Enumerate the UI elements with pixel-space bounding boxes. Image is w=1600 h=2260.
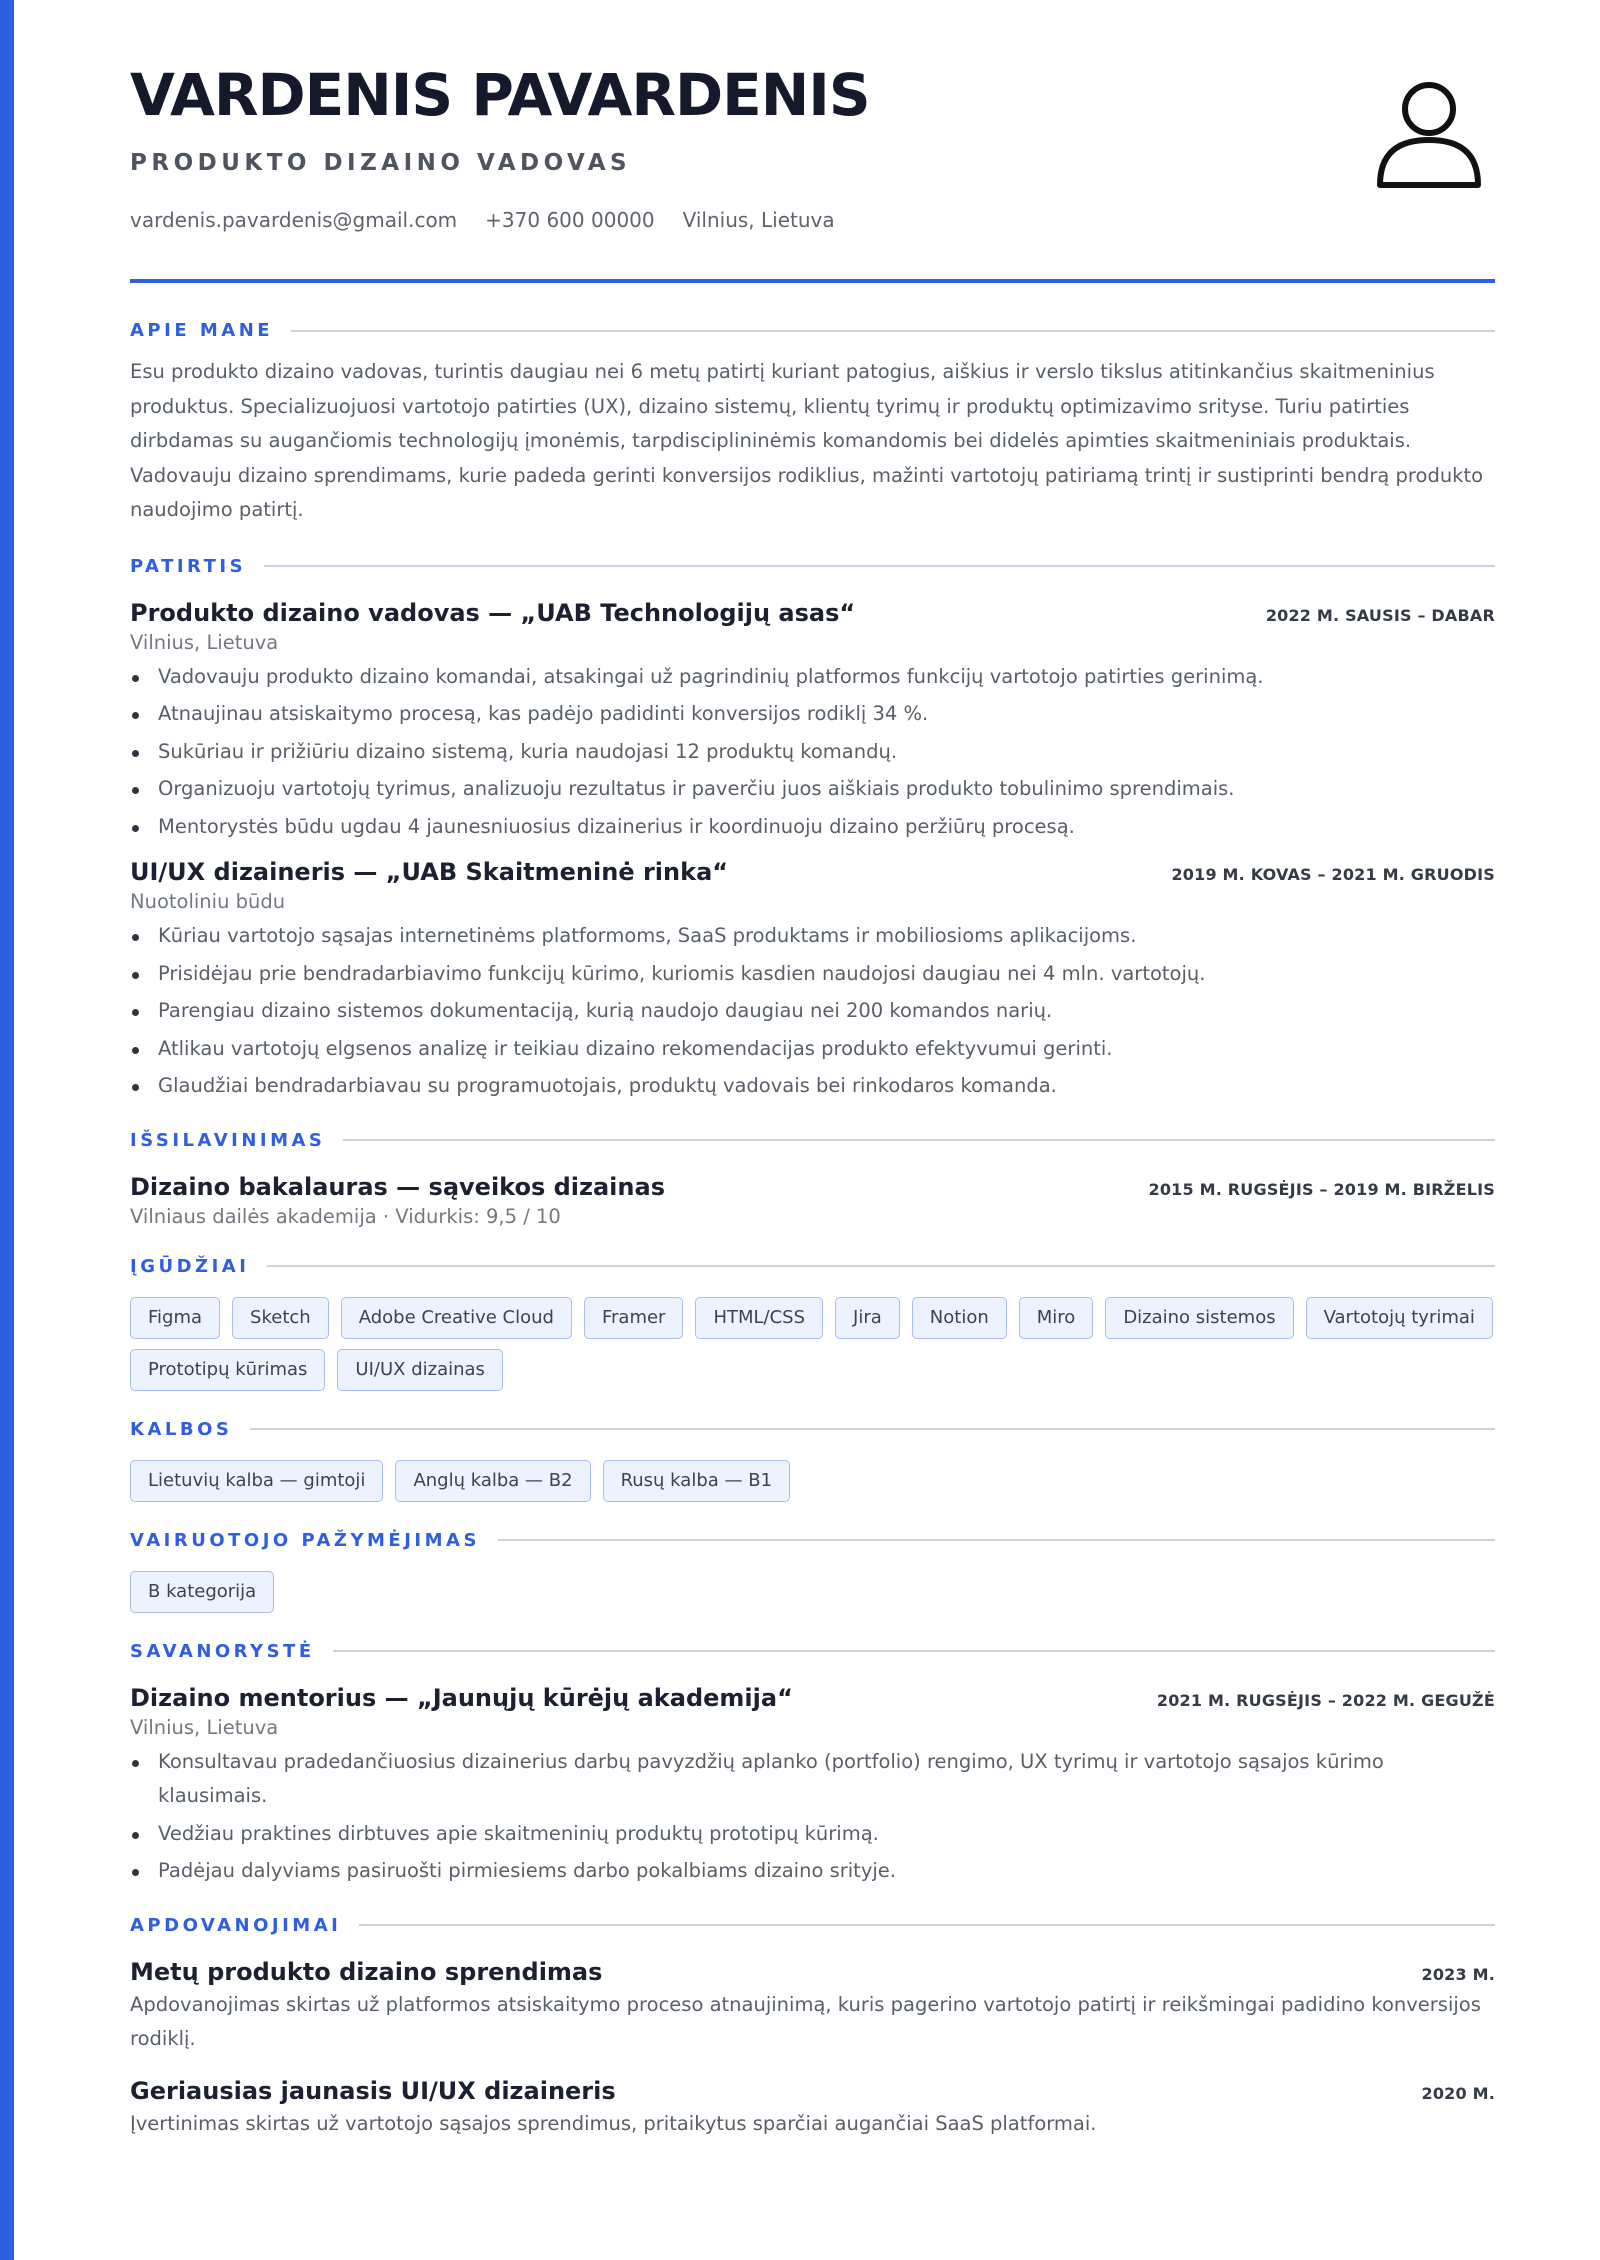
job-date: 2019 M. KOVAS – 2021 M. GRUODIS xyxy=(1171,865,1495,884)
section-header xyxy=(130,1256,1495,1277)
list-item: Vedžiau praktines dirbtuves apie skaitmeninių produktų prototipų kūrimą. xyxy=(130,1817,1495,1852)
volunteering-header xyxy=(130,1684,1495,1712)
job-entry xyxy=(130,599,1495,845)
language-tag: Lietuvių kalba — gimtoji xyxy=(130,1460,383,1502)
award-description: Apdovanojimas skirtas už platformos atsiskaitymo proceso atnaujinimą, kuris pagerino vartotojo patirtį ir reikšmingai padidino konversijos rodiklį. xyxy=(130,1992,1481,2050)
volunteering-location: Vilnius, Lietuva xyxy=(130,1715,279,1739)
job-header xyxy=(130,599,1495,627)
volunteering-role: Dizaino mentorius — „Jaunųjų kūrėjų akademija“ xyxy=(130,1683,793,1712)
section-about xyxy=(130,320,1495,528)
award-title: Geriausias jaunasis UI/UX dizaineris xyxy=(130,2076,616,2105)
job-header xyxy=(130,858,1495,886)
skill-tag: Dizaino sistemos xyxy=(1105,1297,1293,1339)
list-item: Vadovauju produkto dizaino komandai, atsakingai už pagrindinių platformos funkcijų vartotojo patirties gerinimą. xyxy=(130,660,1495,695)
list-item: Parengiau dizaino sistemos dokumentaciją, kurią naudojo daugiau nei 200 komandos narių. xyxy=(130,994,1495,1029)
job-location: Vilnius, Lietuva xyxy=(130,630,279,654)
person-role: PRODUKTO DIZAINO VADOVAS xyxy=(130,150,632,176)
skill-tag: Figma xyxy=(130,1297,220,1339)
section-divider xyxy=(359,1924,1495,1926)
language-tag: Anglų kalba — B2 xyxy=(395,1460,590,1502)
job-entry xyxy=(130,858,1495,1104)
section-header xyxy=(130,320,1495,341)
contact-location: Vilnius, Lietuva xyxy=(682,208,835,232)
section-title: SAVANORYSTĖ xyxy=(130,1640,315,1662)
license-tags xyxy=(130,1571,1495,1613)
list-item: Atlikau vartotojų elgsenos analizę ir teikiau dizaino rekomendacijas produkto efektyvumui gerinti. xyxy=(130,1032,1495,1067)
section-divider xyxy=(264,565,1495,567)
list-item: Kūriau vartotojo sąsajas internetinėms platformoms, SaaS produktams ir mobiliosioms aplikacijoms. xyxy=(130,919,1495,954)
section-header xyxy=(130,1419,1495,1440)
section-header xyxy=(130,556,1495,577)
contact-email[interactable]: vardenis.pavardenis@gmail.com xyxy=(130,208,458,232)
award-title: Metų produkto dizaino sprendimas xyxy=(130,1957,603,1986)
section-experience xyxy=(130,556,1495,1104)
award-entry xyxy=(130,2077,1495,2142)
award-header xyxy=(130,2077,1495,2105)
section-title: APIE MANE xyxy=(130,320,274,341)
list-item: Glaudžiai bendradarbiavau su programuotojais, produktų vadovais bei rinkodaros komanda. xyxy=(130,1069,1495,1104)
section-volunteering xyxy=(130,1641,1495,1889)
skill-tag: Jira xyxy=(835,1297,900,1339)
job-title: Produkto dizaino vadovas — „UAB Technologijų asas“ xyxy=(130,598,856,627)
section-driving-license xyxy=(130,1530,1495,1613)
education-date: 2015 M. RUGSĖJIS – 2019 M. BIRŽELIS xyxy=(1148,1179,1495,1199)
volunteering-bullets xyxy=(130,1745,1495,1889)
award-date: 2020 M. xyxy=(1421,2083,1495,2103)
header-divider xyxy=(130,279,1495,283)
job-bullets xyxy=(130,919,1495,1104)
skill-tag: HTML/CSS xyxy=(695,1297,823,1339)
section-header xyxy=(130,1130,1495,1151)
degree-title: Dizaino bakalauras — sąveikos dizainas xyxy=(130,1172,665,1201)
education-entry xyxy=(130,1173,1495,1228)
user-icon xyxy=(1375,78,1483,190)
about-text: Esu produkto dizaino vadovas, turintis daugiau nei 6 metų patirtį kuriant patogius, aiškius ir verslo tikslus atitinkančius skaitmeninius produktus. Specializuojuosi vartotojo patirties (UX), dizaino sistemų, klientų tyrimų ir produktų optimizavimo srityse. Turiu patirties dirbdamas su augančiomis technologijų įmonėmis, tarpdisciplininėmis komandomis bei didelės apimties skaitmeniniais produktais. Vadovauju dizaino sprendimams, kurie padeda gerinti konversijos rodiklius, mažinti vartotojų patiriamą trintį ir sustiprinti bendrą produkto naudojimo patirtį. xyxy=(130,360,1484,521)
award-header xyxy=(130,1958,1495,1986)
section-title: ĮGŪDŽIAI xyxy=(130,1255,250,1277)
section-education xyxy=(130,1130,1495,1228)
list-item: Mentorystės būdu ugdau 4 jaunesniuosius dizainerius ir koordinuoju dizaino peržiūrų procesą. xyxy=(130,810,1495,845)
skill-tag: Vartotojų tyrimai xyxy=(1306,1297,1493,1339)
section-divider xyxy=(250,1428,1495,1430)
contact-phone[interactable]: +370 600 00000 xyxy=(485,208,655,232)
section-divider xyxy=(291,330,1495,332)
section-divider xyxy=(333,1650,1495,1652)
resume-header xyxy=(130,0,1495,284)
list-item: Organizuoju vartotojų tyrimus, analizuoju rezultatus ir paverčiu juos aiškiais produkto tobulinimo sprendimais. xyxy=(130,772,1495,807)
section-title: APDOVANOJIMAI xyxy=(130,1914,342,1936)
skill-tags xyxy=(130,1297,1495,1391)
person-name: VARDENIS PAVARDENIS xyxy=(130,61,870,129)
skill-tag: Miro xyxy=(1019,1297,1094,1339)
skill-tag: Sketch xyxy=(232,1297,329,1339)
list-item: Sukūriau ir prižiūriu dizaino sistemą, kuria naudojasi 12 produktų komandų. xyxy=(130,735,1495,770)
section-divider xyxy=(498,1539,1495,1541)
section-languages xyxy=(130,1419,1495,1502)
section-skills xyxy=(130,1256,1495,1391)
skill-tag: Framer xyxy=(584,1297,683,1339)
section-title: PATIRTIS xyxy=(130,555,247,577)
award-date: 2023 M. xyxy=(1421,1964,1495,1984)
education-header xyxy=(130,1173,1495,1201)
list-item: Konsultavau pradedančiuosius dizainerius darbų pavyzdžių aplanko (portfolio) rengimo, UX tyrimų ir vartotojo sąsajos kūrimo klausimais. xyxy=(130,1745,1495,1814)
award-description: Įvertinimas skirtas už vartotojo sąsajos sprendimus, pritaikytus sparčiai augančiai SaaS platformai. xyxy=(130,2111,1097,2135)
school-info: Vilniaus dailės akademija · Vidurkis: 9,5 / 10 xyxy=(130,1204,561,1228)
skill-tag: Notion xyxy=(912,1297,1007,1339)
section-title: KALBOS xyxy=(130,1418,233,1440)
resume-page xyxy=(130,0,1495,2141)
language-tag: Rusų kalba — B1 xyxy=(603,1460,790,1502)
section-header xyxy=(130,1530,1495,1551)
section-awards xyxy=(130,1915,1495,2142)
job-bullets xyxy=(130,660,1495,845)
list-item: Atnaujinau atsiskaitymo procesą, kas padėjo padidinti konversijos rodiklį 34 %. xyxy=(130,697,1495,732)
job-location: Nuotoliniu būdu xyxy=(130,890,286,913)
job-date: 2022 M. SAUSIS – DABAR xyxy=(1265,605,1495,625)
job-title: UI/UX dizaineris — „UAB Skaitmeninė rinka“ xyxy=(130,858,729,886)
section-title: VAIRUOTOJO PAŽYMĖJIMAS xyxy=(130,1529,480,1551)
accent-sidebar-bar xyxy=(0,0,14,2260)
section-title: IŠSILAVINIMAS xyxy=(130,1129,326,1151)
volunteering-entry xyxy=(130,1684,1495,1889)
contact-info xyxy=(130,208,835,232)
section-divider xyxy=(343,1139,1495,1141)
list-item: Padėjau dalyviams pasiruošti pirmiesiems darbo pokalbiams dizaino srityje. xyxy=(130,1854,1495,1889)
award-entry xyxy=(130,1958,1495,2057)
skill-tag: Prototipų kūrimas xyxy=(130,1349,325,1391)
skill-tag: UI/UX dizainas xyxy=(337,1349,503,1391)
list-item: Prisidėjau prie bendradarbiavimo funkcijų kūrimo, kuriomis kasdien naudojosi daugiau nei 4 mln. vartotojų. xyxy=(130,957,1495,992)
section-header xyxy=(130,1641,1495,1662)
section-header xyxy=(130,1915,1495,1936)
language-tags xyxy=(130,1460,1495,1502)
skill-tag: Adobe Creative Cloud xyxy=(341,1297,572,1339)
license-tag: B kategorija xyxy=(130,1571,274,1613)
volunteering-date: 2021 M. RUGSĖJIS – 2022 M. GEGUŽĖ xyxy=(1156,1690,1495,1710)
section-divider xyxy=(267,1265,1495,1267)
